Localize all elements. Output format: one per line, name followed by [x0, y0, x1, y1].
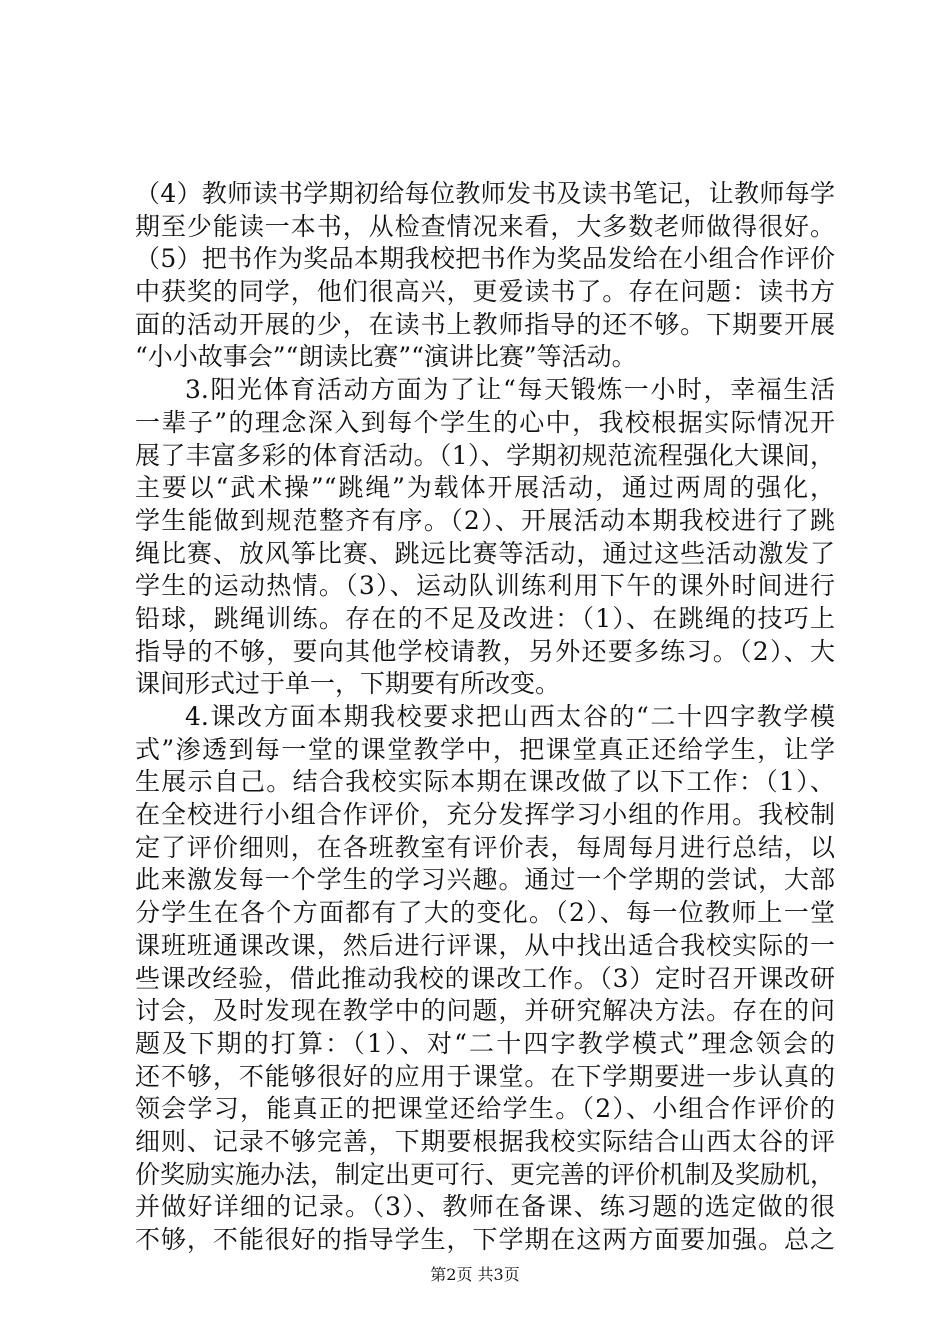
text-line: 课间形式过于单一，下期要有所改变。: [135, 669, 561, 699]
text-line: 在全校进行小组合作评价，充分发挥学习小组的作用。我校制: [135, 800, 835, 830]
text-line: 并做好详细的记录。（3）、教师在备课、练习题的选定做的很: [135, 1192, 835, 1222]
text-line: 主要以“武术操”“跳绳”为载体开展活动，通过两周的强化，: [135, 473, 835, 503]
text-line: 讨会，及时发现在教学中的问题，并研究解决方法。存在的问: [135, 996, 835, 1026]
page-footer: 第2页 共3页: [430, 1265, 520, 1284]
text-line: 分学生在各个方面都有了大的变化。（2）、每一位教师上一堂: [135, 898, 835, 928]
text-line: 领会学习，能真正的把课堂还给学生。（2）、小组合作评价的: [135, 1094, 835, 1124]
text-line: 展了丰富多彩的体育活动。（1）、学期初规范流程强化大课间，: [135, 440, 835, 470]
text-line: 中获奖的同学，他们很高兴，更爱读书了。存在问题：读书方: [135, 277, 835, 307]
text-line: 不够，不能很好的指导学生，下学期在这两方面要加强。总之: [135, 1225, 835, 1254]
text-line: 细则、记录不够完善，下期要根据我校实际结合山西太谷的评: [135, 1126, 835, 1156]
text-line: 价奖励实施办法，制定出更可行、更完善的评价机制及奖励机，: [135, 1159, 835, 1189]
text-line: “小小故事会”“朗读比赛”“演讲比赛”等活动。: [135, 342, 637, 372]
text-line: 定了评价细则，在各班教室有评价表，每周每月进行总结，以: [135, 832, 835, 862]
text-line: 题及下期的打算：（1）、对“二十四字教学模式”理念领会的: [135, 1028, 835, 1058]
text-line: 学生能做到规范整齐有序。（2）、开展活动本期我校进行了跳: [135, 505, 835, 535]
text-line: 指导的不够，要向其他学校请教，另外还要多练习。（2）、大: [135, 636, 835, 666]
text-line: 面的活动开展的少，在读书上教师指导的还不够。下期要开展: [135, 309, 835, 339]
text-line: 些课改经验，借此推动我校的课改工作。（3）定时召开课改研: [135, 963, 835, 993]
text-line: 绳比赛、放风筝比赛、跳远比赛等活动，通过这些活动激发了: [135, 538, 835, 568]
text-line: 一辈子”的理念深入到每个学生的心中，我校根据实际情况开: [135, 407, 835, 437]
text-line: 式”渗透到每一堂的课堂教学中，把课堂真正还给学生，让学: [135, 734, 835, 764]
text-line: 还不够，不能够很好的应用于课堂。在下学期要进一步认真的: [135, 1061, 835, 1091]
body-text: [135, 178, 835, 1257]
text-line: 4.课改方面本期我校要求把山西太谷的“二十四字教学模: [185, 702, 835, 731]
text-line: 课班班通课改课，然后进行评课，从中找出适合我校实际的一: [135, 930, 835, 960]
text-line: 铅球，跳绳训练。存在的不足及改进：（1）、在跳绳的技巧上: [135, 603, 835, 633]
text-line: 期至少能读一本书，从检查情况来看，大多数老师做得很好。: [135, 211, 835, 241]
text-line: 生展示自己。结合我校实际本期在课改做了以下工作：（1）、: [135, 767, 835, 797]
text-line: 此来激发每一个学生的学习兴趣。通过一个学期的尝试，大部: [135, 865, 835, 895]
text-line: （5）把书作为奖品本期我校把书作为奖品发给在小组合作评价: [135, 244, 835, 274]
text-line: 学生的运动热情。（3）、运动队训练利用下午的课外时间进行: [135, 571, 835, 601]
text-line: 3.阳光体育活动方面为了让“每天锻炼一小时，幸福生活: [185, 375, 835, 405]
text-line: （4）教师读书学期初给每位教师发书及读书笔记，让教师每学: [135, 179, 835, 208]
